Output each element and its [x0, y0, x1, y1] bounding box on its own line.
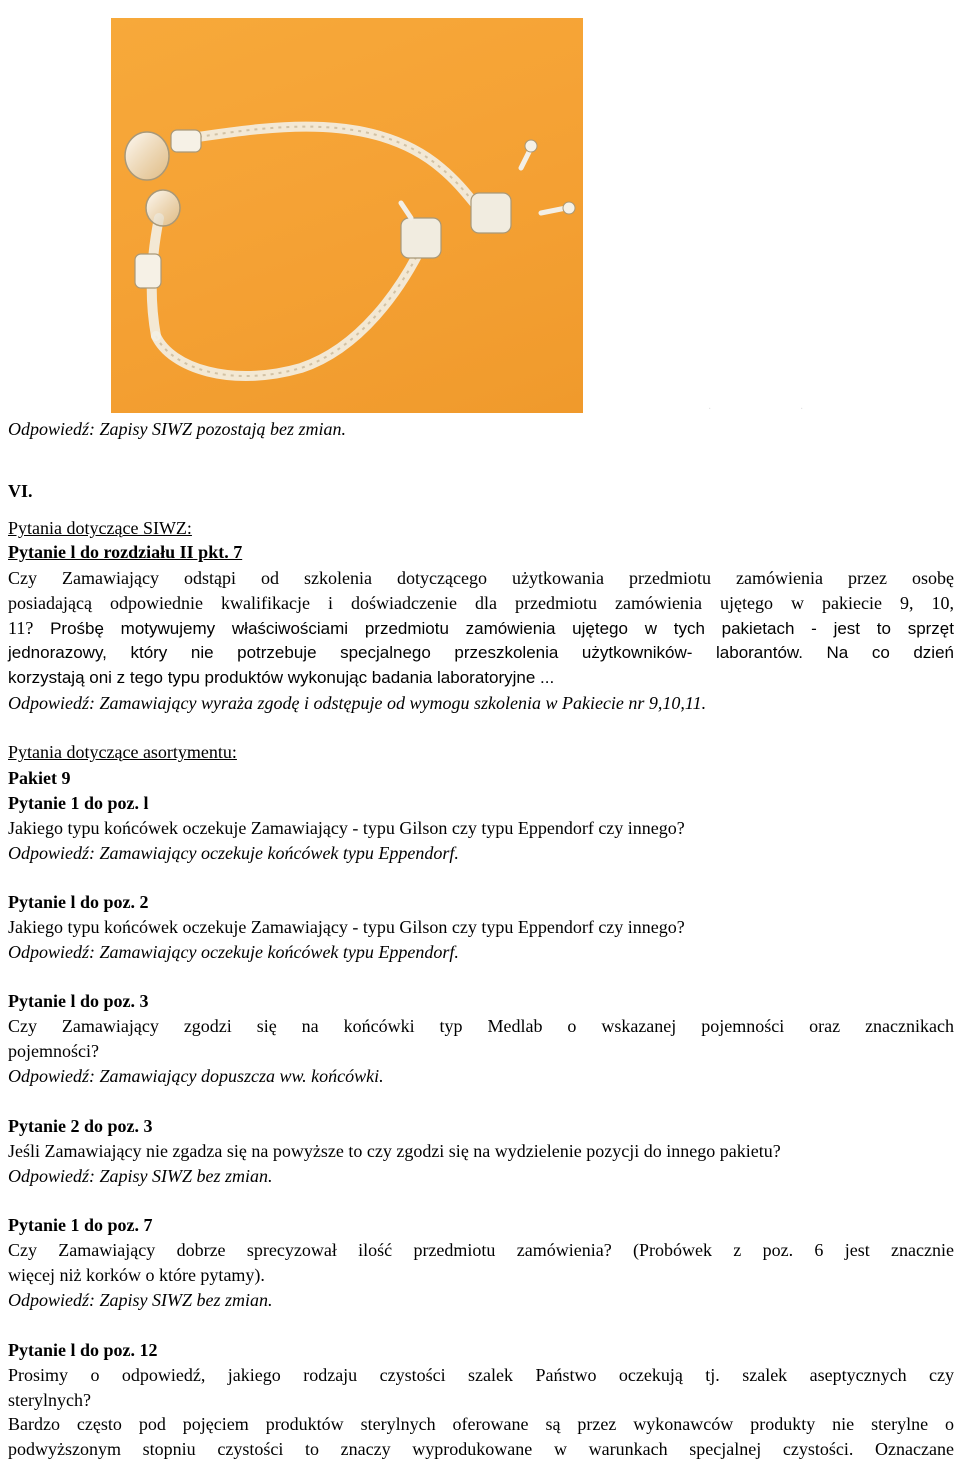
answer-text: Odpowiedź: Zapisy SIWZ bez zmian. — [8, 1290, 273, 1310]
question-text: Czy Zamawiający zgodzi się na końcówki typ Medlab o wskazanej pojemności oraz znacznikach — [8, 1016, 954, 1036]
package-heading: Pakiet 9 — [8, 768, 71, 788]
question-text: jednorazowy, który nie potrzebuje specjalnego przeszkolenia użytkowników- laborantów. Na co dzień — [8, 643, 954, 662]
heading-assortment-questions: Pytania dotyczące asortymentu: — [8, 742, 237, 762]
question-text: pojemności? — [8, 1041, 99, 1061]
heading-siwz-questions: Pytania dotyczące SIWZ: — [8, 518, 192, 538]
question-text: Jakiego typu końcówek oczekuje Zamawiający - typu Gilson czy typu Eppendorf czy innego? — [8, 818, 685, 838]
question-heading: Pytanie l do rozdziału II pkt. 7 — [8, 542, 243, 562]
tubing-illustration — [111, 18, 583, 413]
question-text: Jakiego typu końcówek oczekuje Zamawiający - typu Gilson czy typu Eppendorf czy innego? — [8, 917, 685, 937]
question-heading: Pytanie l do poz. 3 — [8, 991, 149, 1011]
question-heading: Pytanie 2 do poz. 3 — [8, 1116, 153, 1136]
question-text: Czy Zamawiający dobrze sprecyzował ilość przedmiotu zamówienia? (Probówek z poz. 6 jest znacznie — [8, 1240, 954, 1260]
scan-speck: · — [800, 404, 804, 415]
question-heading: Pytanie 1 do poz. 7 — [8, 1215, 153, 1235]
answer-text: Odpowiedź: Zamawiający wyraża zgodę i odstępuje od wymogu szkolenia w Pakiecie nr 9,10,11. — [8, 693, 707, 713]
question-text-start: 11? — [8, 618, 34, 638]
answer-text: Odpowiedź: Zamawiający oczekuje końcówek typu Eppendorf. — [8, 843, 459, 863]
product-photo — [111, 18, 583, 413]
scan-speck: · — [708, 404, 712, 415]
question-text: korzystają oni z tego typu produktów wykonując badania laboratoryjne ... — [8, 668, 555, 687]
question-text: Bardzo często pod pojęciem produktów sterylnych oferowane są przez wykonawców produkty nie sterylne o — [8, 1414, 954, 1434]
answer-1: Odpowiedź: Zapisy SIWZ pozostają bez zmian. — [8, 419, 347, 439]
question-text: sterylnych? — [8, 1390, 91, 1410]
answer-text: Odpowiedź: Zapisy SIWZ bez zmian. — [8, 1166, 273, 1186]
question-text: więcej niż korków o które pytamy). — [8, 1265, 265, 1285]
answer-text: Odpowiedź: Zamawiający dopuszcza ww. końcówki. — [8, 1066, 384, 1086]
question-heading: Pytanie l do poz. 2 — [8, 892, 149, 912]
question-heading: Pytanie l do poz. 12 — [8, 1340, 158, 1360]
answer-text: Odpowiedź: Zamawiający oczekuje końcówek typu Eppendorf. — [8, 942, 459, 962]
question-text: podwyższonym stopniu czystości to znaczy wyprodukowane w warunkach specjalnej czystości. Oznaczane — [8, 1439, 954, 1459]
question-text-rest: Prośbę motywujemy właściwościami przedmiotu zamówienia ujętego w tych pakietach - jest to sprzęt — [33, 619, 954, 638]
question-text: posiadającą odpowiednie kwalifikacje i doświadczenie dla przedmiotu zamówienia ujętego w pakiecie 9, 10, — [8, 593, 954, 613]
question-heading: Pytanie 1 do poz. l — [8, 793, 149, 813]
section-roman-numeral: VI. — [8, 481, 33, 501]
question-text: Jeśli Zamawiający nie zgadza się na powyższe to czy zgodzi się na wydzielenie pozycji do innego pakietu? — [8, 1141, 781, 1161]
question-text — [8, 616, 954, 640]
question-text: Prosimy o odpowiedź, jakiego rodzaju czystości szalek Państwo oczekują tj. szalek aseptycznych czy — [8, 1365, 954, 1385]
question-text: Czy Zamawiający odstąpi od szkolenia dotyczącego użytkowania przedmiotu zamówienia przez osobę — [8, 568, 954, 588]
